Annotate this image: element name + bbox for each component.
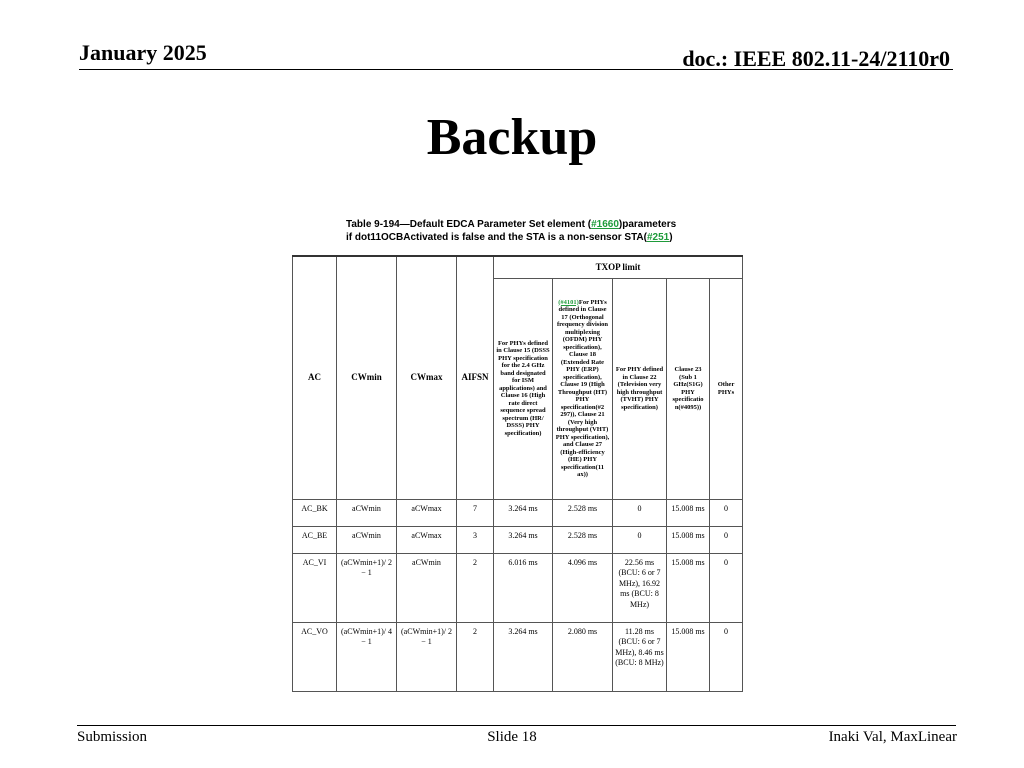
cell-txop-ofdm: 2.528 ms (553, 499, 613, 526)
cell-txop-ofdm: 2.080 ms (553, 622, 613, 691)
cell-txop-dsss: 6.016 ms (494, 553, 553, 622)
cell-txop-tvht: 11.28 ms (BCU: 6 or 7 MHz), 8.46 ms (BCU: 8 MHz) (613, 622, 667, 691)
cell-txop-ofdm: 4.096 ms (553, 553, 613, 622)
cell-txop-dsss: 3.264 ms (494, 526, 553, 553)
caption-line-1 (346, 219, 742, 232)
caption-text: )parameters (618, 219, 677, 230)
cell-txop-other: 0 (710, 526, 743, 553)
cell-txop-tvht: 22.56 ms (BCU: 6 or 7 MHz), 16.92 ms (BCU: 8 MHz) (613, 553, 667, 622)
header-doc-id: doc.: IEEE 802.11-24/2110r0 (682, 46, 950, 71)
cell-ac: AC_VI (293, 553, 337, 622)
table-row (293, 499, 743, 526)
caption-text: if dot11OCBActivated is false and the STA is a non-sensor STA( (346, 231, 647, 243)
cell-txop-other: 0 (710, 622, 743, 691)
cell-txop-s1g: 15.008 ms (667, 526, 710, 553)
cell-txop-other: 0 (710, 499, 743, 526)
cell-cwmax: aCWmin (397, 553, 457, 622)
table-row (293, 622, 743, 691)
cell-ac: AC_BK (293, 499, 337, 526)
col-header-txop-limit: TXOP limit (494, 256, 743, 278)
cell-cwmax: (aCWmin+1)/ 2 − 1 (397, 622, 457, 691)
slide-title: Backup (426, 109, 598, 166)
cell-cwmax: aCWmax (397, 526, 457, 553)
cell-aifsn: 2 (457, 553, 494, 622)
cell-cwmax: aCWmax (397, 499, 457, 526)
cell-cwmin: aCWmin (337, 499, 397, 526)
cell-txop-s1g: 15.008 ms (667, 622, 710, 691)
col-header-aifsn: AIFSN (457, 256, 494, 499)
cell-aifsn: 3 (457, 526, 494, 553)
cell-cwmin: aCWmin (337, 526, 397, 553)
cell-cwmin: (aCWmin+1)/ 2 − 1 (337, 553, 397, 622)
footer-submission: Submission (77, 729, 148, 745)
col-header-tvht: For PHY defined in Clause 22 (Television very high throughput (TVHT) PHY specification) (613, 278, 667, 499)
caption-text: Table 9-194—Default EDCA Parameter Set element ( (346, 219, 592, 230)
footer-divider (77, 725, 956, 726)
cell-txop-other: 0 (710, 553, 743, 622)
caption-line-2 (346, 232, 742, 245)
footer-author: Inaki Val, MaxLinear (828, 729, 957, 745)
table-row (293, 553, 743, 622)
caption-ref-link[interactable]: #1660 (591, 219, 619, 230)
col-header-dsss: For PHYs defined in Clause 15 (DSSS PHY specification for the 2.4 GHz band designated for ISM applications) and Clause 16 (High rate direct sequence spread spectrum (HR/ DSSS) PHY specification) (494, 278, 553, 499)
table-caption (292, 219, 742, 244)
header-ref-link[interactable]: (#4101) (558, 298, 579, 306)
cell-txop-tvht: 0 (613, 526, 667, 553)
col-header-cwmax: CWmax (397, 256, 457, 499)
cell-ac: AC_BE (293, 526, 337, 553)
caption-text: ) (669, 231, 673, 243)
caption-ref-link[interactable]: #251 (646, 231, 670, 243)
col-header-s1g: Clause 23 (Sub 1 GHz(S1G) PHY specificatio n(#4095)) (667, 278, 710, 499)
cell-aifsn: 2 (457, 622, 494, 691)
col-header-other: Other PHYs (710, 278, 743, 499)
header-divider (79, 69, 953, 70)
cell-txop-s1g: 15.008 ms (667, 553, 710, 622)
col-header-ac: AC (293, 256, 337, 499)
header-date: January 2025 (79, 40, 207, 65)
cell-ac: AC_VO (293, 622, 337, 691)
col-header-cwmin: CWmin (337, 256, 397, 499)
footer-slide-number: Slide 18 (487, 729, 537, 745)
cell-txop-tvht: 0 (613, 499, 667, 526)
cell-txop-dsss: 3.264 ms (494, 499, 553, 526)
edca-parameter-table (292, 255, 743, 692)
cell-aifsn: 7 (457, 499, 494, 526)
cell-cwmin: (aCWmin+1)/ 4 − 1 (337, 622, 397, 691)
col-header-ofdm (553, 278, 613, 499)
header-text: For PHYs defined in Clause 17 (Orthogonal frequency division multiplexing (OFDM) PHY specification), Clause 18 (Extended Rate PHY (ERP) specification), Clause 19 (High Throughput (HT) PHY specification(#2 297)), Clause 21 (Very high throughput (VHT) PHY specification), and Clause 27 (High-efficiency (HE) PHY specification(11 ax)) (555, 298, 610, 478)
cell-txop-ofdm: 2.528 ms (553, 526, 613, 553)
cell-txop-dsss: 3.264 ms (494, 622, 553, 691)
table-row (293, 526, 743, 553)
cell-txop-s1g: 15.008 ms (667, 499, 710, 526)
